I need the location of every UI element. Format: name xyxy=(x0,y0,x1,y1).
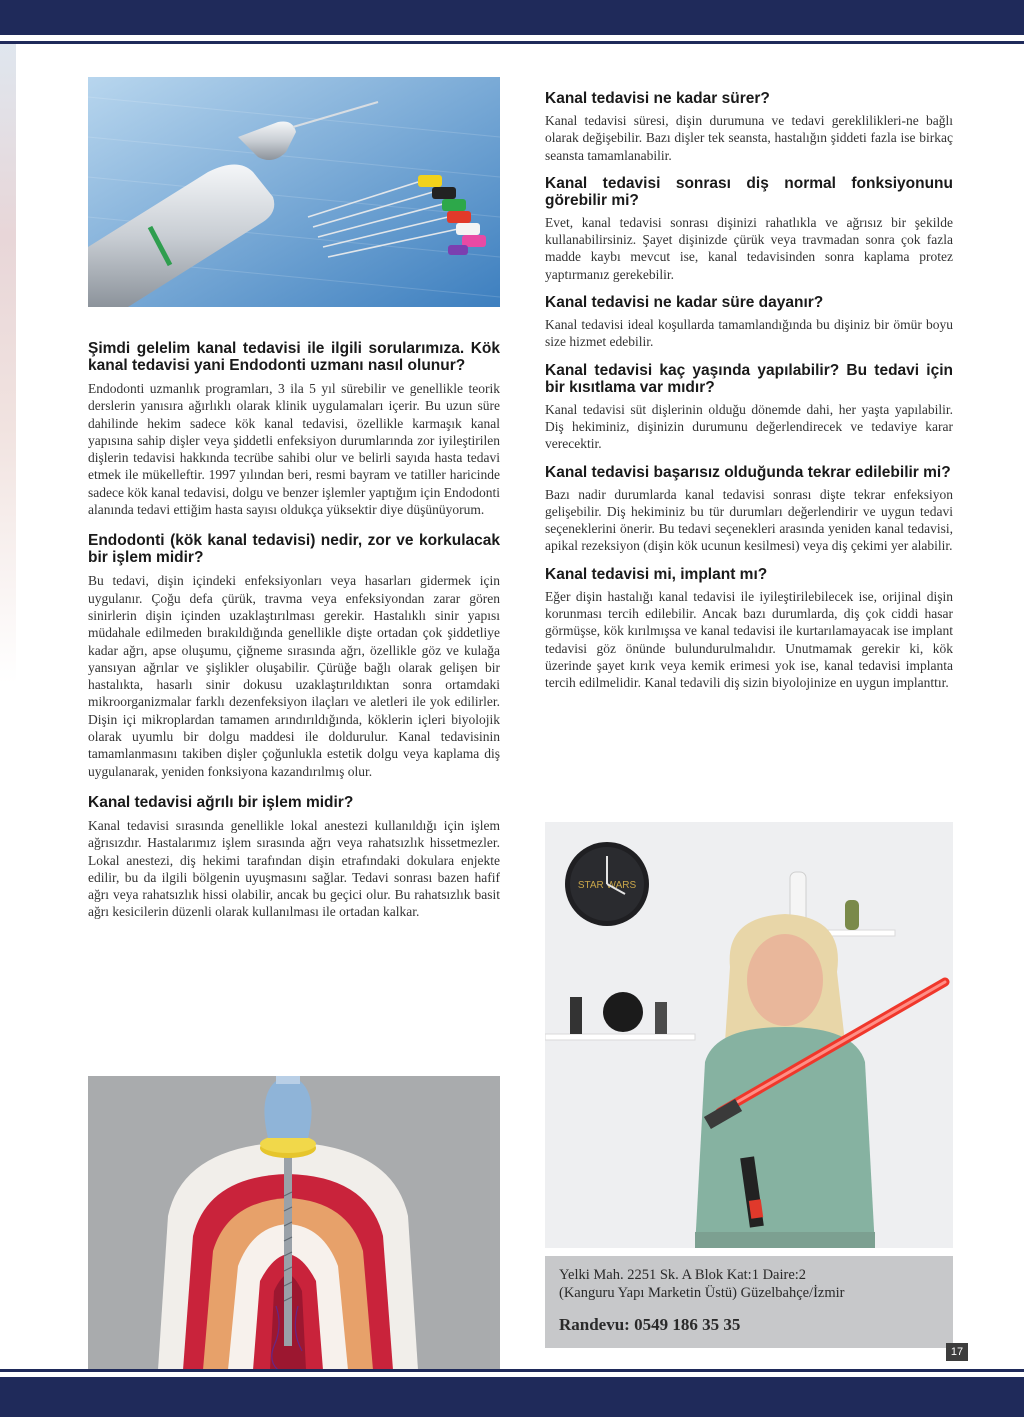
q4-text: Evet, kanal tedavisi sonrası dişinizi rahatlıkla ve ağrısız bir şekilde kullanabilirsiniz. Şayet dişinizde çürük veya travmadan sonra çok fazla madde kaybı mevcut ise, kanal tedavisinden sonra kaplama protez yaptırmanız gerekebilir. xyxy=(545,214,953,282)
intro-text: Endodonti uzmanlık programları, 3 ila 5 yıl sürebilir ve genellikle teorik derslerin yanısıra ağırlıklı olarak klinik uygulamaları içerir. Bu uzun süre dahilinde hekim sadece kök kanal tedavisi, özellikle karmaşık kanal yapısına sahip dişler veya şiddetli enfeksiyon durumlarında zor iyileştirilen dişlerin tedavisi hakkında tecrübe sahibi olur ve belirli sayıda hasta tedavi etmek ile mükelleftir. 1997 yılından beri, resmi bayram ve tatiller haricinde sadece kök kanal tedavisi, dolgu ve benzer işlemler yaptığım için Endodonti alanında tedavi ettiğim hasta sayısı oldukça yüksektir diye düşünüyorum. xyxy=(88,381,501,518)
q2-text: Kanal tedavisi sırasında genellikle lokal anestezi kullanıldığı için işlem ağrısızdır. Hastalarımız işlem sırasında ağrı veya rahatsızlık hissetmezler. Lokal anestezi, diş hekimi tarafından dişin etrafındaki dokulara enjekte edilir, bu da ilgili bölgenin uyuşmasını sağlar. Tedavi sonrası bazen hafif ağrı veya rahatsızlık hissi olabilir, ancak bu geçici olur. Bu rahatsızlık basit ağrı kesicilerin düzenli olarak kullanılması ile ortadan kalkar. xyxy=(88,817,500,920)
intro-heading: Şimdi gelelim kanal tedavisi ile ilgili sorularımıza. Kök kanal tedavisi yani Endodonti uzmanı nasıl olunur? xyxy=(88,340,500,374)
contact-box xyxy=(545,1256,953,1348)
top-band xyxy=(0,0,1024,35)
page-number: 17 xyxy=(946,1343,968,1361)
q8-heading: Kanal tedavisi mi, implant mı? xyxy=(545,565,768,583)
q7-text: Bazı nadir durumlarda kanal tedavisi sonrası dişte tekrar enfeksiyon gelişebilir. Diş hekiminiz bu tür durumları değerlendirir ve uygun tedavi seçeneklerini önerir. Bu tedavi seçenekleri arasında yeniden kanal tedavisi, apikal rezeksiyon (dişin kök ucunun kesilmesi) veya diş çekimi yer alabilir. xyxy=(545,486,953,554)
q3-heading: Kanal tedavisi ne kadar sürer? xyxy=(545,90,770,107)
q6-heading: Kanal tedavisi kaç yaşında yapılabilir? Bu tedavi için bir kısıtlama var mıdır? xyxy=(545,361,953,396)
root-canal-illustration xyxy=(88,1076,500,1370)
appointment-phone[interactable]: Randevu: 0549 186 35 35 xyxy=(559,1315,741,1334)
bottom-rule xyxy=(0,1369,1024,1372)
top-rule xyxy=(0,41,1024,44)
q5-heading: Kanal tedavisi ne kadar süre dayanır? xyxy=(545,294,824,312)
clock-brand-text: STAR WARS xyxy=(577,880,637,891)
q7-heading: Kanal tedavisi başarısız olduğunda tekrar edilebilir mi? xyxy=(545,463,951,481)
q4-heading: Kanal tedavisi sonrası diş normal fonksiyonunu görebilir mi? xyxy=(545,174,953,209)
doctor-portrait-photo xyxy=(545,822,953,1248)
left-column xyxy=(88,340,500,935)
q5-text: Kanal tedavisi ideal koşullarda tamamlandığında bu dişiniz bir ömür boyu size hizmet edebilir. xyxy=(545,317,953,350)
q2-heading: Kanal tedavisi ağrılı bir işlem midir? xyxy=(88,793,354,811)
address-line-2: (Kanguru Yapı Marketin Üstü) Güzelbahçe/İzmir xyxy=(559,1285,845,1301)
q1-heading: Endodonti (kök kanal tedavisi) nedir, zor ve korkulacak bir işlem midir? xyxy=(88,532,500,567)
q8-text: Eğer dişin hastalığı kanal tedavisi ile iyileştirilebilecek ise, orijinal dişin korunması tercih edilebilir. Ancak bazı durumlarda, diş çok ciddi hasar görmüşse, kök kırılmışsa ve kanal tedavisi ile kurtarılamayacak ise implant tedavisi göz önünde bulundurulmalıdır. Unutmamak gerekir ki, kök üzerinde şayet kırık veya kemik erimesi yok ise, kanal tedavisi implanta tercih edilmelidir. Kanal tedavili diş sizin biyolojinize en uygun implanttır. xyxy=(545,588,953,691)
right-column xyxy=(545,90,953,703)
q1-text: Bu tedavi, dişin içindeki enfeksiyonları veya hasarları gidermek için uygulanır. Çoğu defa çürük, travma veya enfeksiyondan zarar gören sinirlerin dişin içinden uzaklaştırılması gerekir. Hastalıklı sinir yapısı müdahale edilmeden bırakıldığında genellikle dişte ortadan çok şiddetliye kadar ağrı, apse oluşumu, çiğneme sırasında ağrı, özellikle göz ve kulağa yansıyan ağrılar ve şişlikler oluşabilir. Çürüğe bağlı olarak gelişen bir hastalıkta, hasarlı sinir dokusu uzaklaştırıldıktan sonra ortamdaki mikroorganizmalar farklı dezenfeksiyon ilaçları ve aletleri ile yok edilirler. Dişin içi mikroplardan tamamen arındırıldığında, köklerin içleri biyolojik olarak uyumlu bir dolgu maddesi ile doldurulur. Kanal tedavisinin tamamlanmasını takiben dişler çoğunlukla estetik dolgu veya kaplama diş uygulanarak, yeniden fonksiyona kazandırılmış olur. xyxy=(88,573,500,779)
previous-page-edge xyxy=(0,44,16,684)
q6-text: Kanal tedavisi süt dişlerinin olduğu dönemde dahi, her yaşta yapılabilir. Diş hekiminiz, dişinizin durumunu değerlendirecek ve tedaviye karar verecektir. xyxy=(545,401,953,452)
bottom-band xyxy=(0,1377,1024,1417)
address-line-1: Yelki Mah. 2251 Sk. A Blok Kat:1 Daire:2 xyxy=(559,1267,807,1283)
q3-text: Kanal tedavisi süresi, dişin durumuna ve tedavi gereklilikleri-ne bağlı olarak değişebilir. Bazı dişler tek seansta, hastalığın şiddeti fazla ise birkaç seansta tamamlanabilir. xyxy=(545,113,953,163)
endodontic-instruments-photo xyxy=(88,77,500,307)
